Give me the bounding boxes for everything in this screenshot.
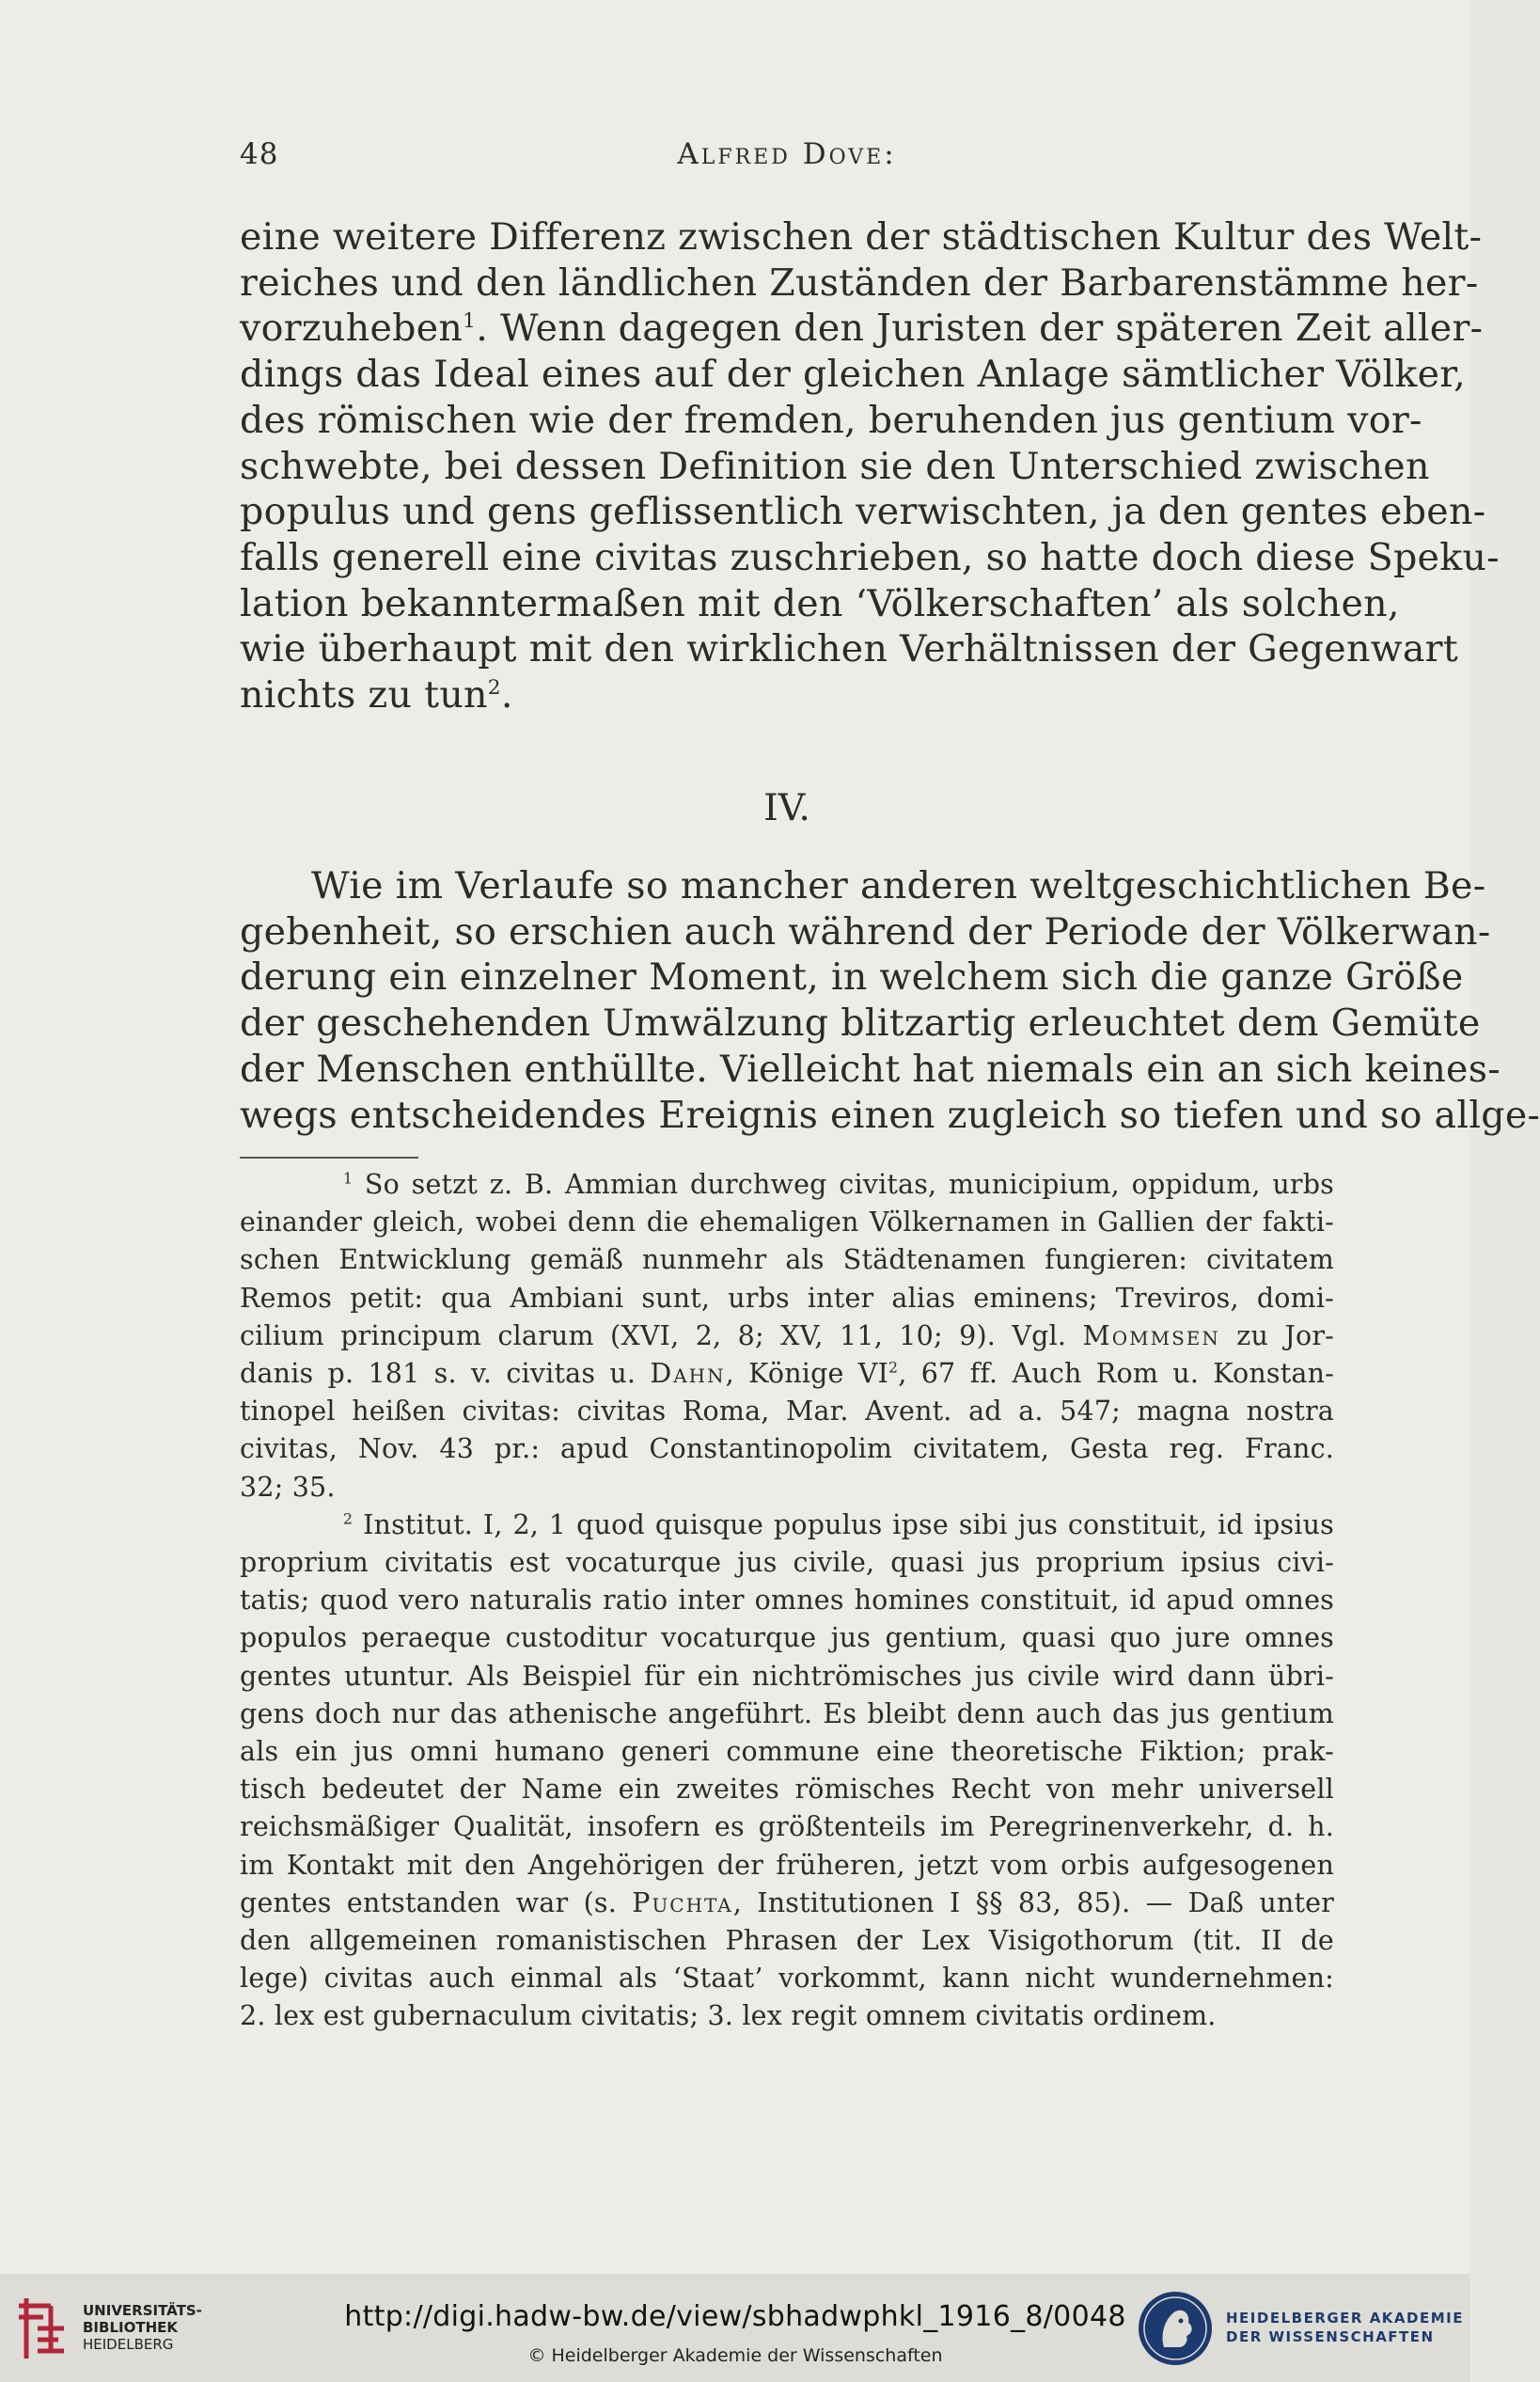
text-line: schwebte, bei dessen Definition sie den Unterschied zwischen: [240, 444, 1430, 488]
text-line: des römischen wie der fremden, beruhenden jus gentium vor-: [240, 398, 1422, 442]
academy-seal-icon[interactable]: [1136, 2289, 1215, 2368]
footnote-ref-2[interactable]: 2: [487, 675, 501, 700]
footnote-2-line: den allgemeinen romanistischen Phrasen der Lex Visigothorum (tit. II de: [240, 1925, 1334, 1957]
text-line: eine weitere Differenz zwischen der städtischen Kultur des Welt-: [240, 215, 1483, 259]
page-number: 48: [240, 137, 279, 171]
footnote-2-line: im Kontakt mit den Angehörigen der früheren, jetzt vom orbis aufgesogenen: [240, 1849, 1334, 1881]
footnote-ref-1[interactable]: 1: [463, 309, 477, 334]
footnote-1-line: tinopel heißen civitas: civitas Roma, Mar. Avent. ad a. 547; magna nostra: [240, 1396, 1334, 1428]
text-line: der Menschen enthüllte. Vielleicht hat niemals ein an sich keines-: [240, 1047, 1501, 1091]
footnotes: [240, 1166, 1334, 2036]
footnote-1-line: civitas, Nov. 43 pr.: apud Constantinopolim civitatem, Gesta reg. Franc.: [240, 1433, 1334, 1465]
footnote-2-line: gentes utuntur. Als Beispiel für ein nichtrömisches jus civile wird dann übri-: [240, 1660, 1334, 1692]
footnote-2-line: als ein jus omni humano generi commune eine theoretische Fiktion; prak-: [240, 1736, 1334, 1768]
academy-name: HEIDELBERGER AKADEMIE DER WISSENSCHAFTEN: [1226, 2310, 1464, 2345]
running-head: [240, 137, 1334, 175]
text-line: gebenheit, so erschien auch während der Periode der Völkerwan-: [240, 909, 1491, 954]
footnote-divider: [240, 1157, 418, 1159]
text-line: nichts zu tun$^2$.: [240, 673, 513, 718]
footnote-2-line: gentes entstanden war (s. Puchta, Institutionen I §§ 83, 85). — Daß unter: [240, 1886, 1334, 1918]
footnote-1-line: cilium principum clarum (XVI, 2, 8; XV, 11, 10; 9). Vgl. Mommsen zu Jor-: [240, 1319, 1334, 1351]
text-line: wegs entscheidendes Ereignis einen zugleich so tiefen und so allge-: [240, 1093, 1540, 1137]
footnote-2-line: reichsmäßiger Qualität, insofern es größtenteils im Peregrinenverkehr, d. h.: [240, 1811, 1334, 1843]
running-title: Alfred Dove:: [677, 137, 897, 171]
footnote-2-line: tisch bedeutet der Name ein zweites römisches Recht von mehr universell: [240, 1774, 1334, 1806]
viewer-footer: [0, 2274, 1470, 2382]
author-name-dahn: Dahn: [650, 1358, 726, 1390]
footnote-1-line: schen Entwicklung gemäß nunmehr als Städtenamen fungieren: civitatem: [240, 1244, 1334, 1276]
text-line: lation bekanntermaßen mit den ‘Völkerschaften’ als solchen,: [240, 581, 1400, 625]
university-library-name: UNIVERSITÄTS- BIBLIOTHEK HEIDELBERG: [83, 2302, 202, 2353]
author-name-puchta: Puchta: [632, 1886, 733, 1918]
footnote-2-marker: 2: [343, 1509, 354, 1528]
author-name-mommsen: Mommsen: [1082, 1319, 1220, 1351]
footnote-2-line: lege) civitas auch einmal als ‘Staat’ vorkommt, kann nicht wundernehmen:: [240, 1963, 1334, 1995]
text-line: reiches und den ländlichen Zuständen der Barbarenstämme her-: [240, 260, 1479, 305]
footnote-1-line: 32; 35.: [240, 1471, 336, 1503]
footnote-1-marker: 1: [343, 1169, 354, 1188]
text-line: dings das Ideal eines auf der gleichen Anlage sämtlicher Völker,: [240, 353, 1466, 397]
text-line: falls generell eine civitas zuschrieben, so hatte doch diese Speku-: [240, 535, 1500, 579]
text-line: vorzuheben$^1$. Wenn dagegen den Juristen der späteren Zeit aller-: [240, 307, 1484, 351]
text-line: populus und gens geflissentlich verwischten, ja den gentes eben-: [240, 490, 1486, 534]
copyright-notice: © Heidelberger Akademie der Wissenschaften: [527, 2345, 943, 2366]
text-line: der geschehenden Umwälzung blitzartig erleuchtet dem Gemüte: [240, 1002, 1481, 1046]
body-paragraph-1: [240, 214, 1500, 718]
text-line: derung ein einzelner Moment, in welchem sich die ganze Größe: [240, 955, 1464, 1000]
text-line: Wie im Verlaufe so mancher anderen weltgeschichtlichen Be-: [311, 864, 1486, 907]
footnote-2-line: proprium civitatis est vocaturque jus civile, quasi jus proprium ipsius civi-: [240, 1547, 1334, 1579]
text-line: wie überhaupt mit den wirklichen Verhältnissen der Gegenwart: [240, 627, 1459, 671]
footnote-1-line: danis p. 181 s. v. civitas u. Dahn, Könige $VI^2$, 67 ff. Auch Rom u. Konstan-: [240, 1358, 1334, 1390]
section-heading: IV.: [763, 786, 810, 829]
footnote-2-line: gens doch nur das athenische angeführt. Es bleibt denn auch das jus gentium: [240, 1697, 1334, 1729]
permalink-url[interactable]: http://digi.hadw-bw.de/view/sbhadwphkl_1916_8/0048: [344, 2300, 1126, 2333]
footnote-1-line: einander gleich, wobei denn die ehemaligen Völkernamen in Gallien der fakti-: [240, 1207, 1334, 1238]
footnote-2-line: $^2$ Institut. I, 2, 1 quod quisque populus ipse sibi jus constituit, id ipsius: [343, 1508, 1335, 1540]
footnote-1-line: $^1$ So setzt z. B. Ammian durchweg civitas, municipium, oppidum, urbs: [343, 1169, 1334, 1200]
body-paragraph-2: [240, 863, 1540, 1138]
footnote-2-line: populos peraeque custoditur vocaturque jus gentium, quasi quo jure omnes: [240, 1622, 1334, 1654]
footnote-2-line: 2. lex est gubernaculum civitatis; 3. lex regit omnem civitatis ordinem.: [240, 2000, 1217, 2032]
footnote-2-line: tatis; quod vero naturalis ratio inter omnes homines constituit, id apud omnes: [240, 1585, 1334, 1617]
footnote-1-line: Remos petit: qua Ambiani sunt, urbs inter alias eminens; Treviros, domi-: [240, 1282, 1334, 1314]
